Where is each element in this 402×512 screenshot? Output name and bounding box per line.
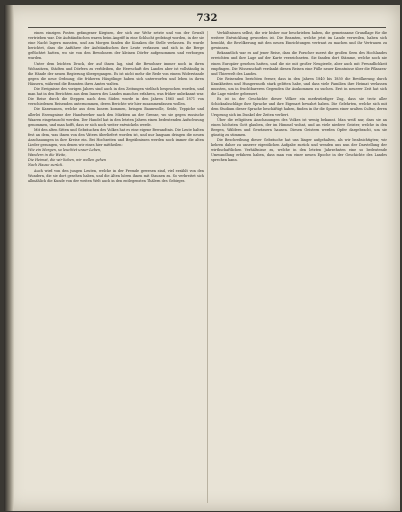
- paragraph: Mit den alten Sitten und Gebräuchen des Volkes hat es eine eigene Bewandtnis. Die Leute halten fest an dem, was ihnen von den Vätern überliefert worden ist, und nur langsam dringen die neuen Anschauungen in ihre Kreise ein. Bei Hochzeiten und Begräbnissen werden noch immer die alten Lieder gesungen, von denen wir eines hier mittheilen:: [28, 127, 204, 148]
- paragraph: Die Karawanen, welche aus dem Innern kommen, bringen Baumwolle, Seide, Teppiche und allerlei Erzeugnisse der Handwerker nach den Märkten an der Grenze, wo sie gegen russische Waaren eingetauscht werden. Der Handel hat in den letzten Jahren einen bedeutenden Aufschwung genommen, und man hofft, dass er sich noch weiter entwickeln werde.: [28, 107, 204, 127]
- verse-line: Die Heimat, die wir lieben, wir wollen gehen: [28, 158, 107, 163]
- verse-line: Wandern in die Weite,: [28, 153, 67, 158]
- paragraph: Es ist in der Geschichte dieser Völker ein merkwürdiger Zug, dass sie trotz aller Schicksalsschläge ihre Sprache und ihre Eigenart bewahrt haben. Die Gelehrten, welche sich mit dem Studium dieser Sprache beschäftigt haben, finden in ihr die Spuren einer uralten Cultur, deren Ursprung sich im Dunkel der Zeiten verliert.: [211, 97, 387, 117]
- paragraph: Die Beschreibung dieser Gebräuche hat uns länger aufgehalten, als wir beabsichtigten; wir kehren daher zu unserer eigentlichen Aufgabe zurück und wenden uns nun der Darstellung der wirthschaftlichen Verhältnisse zu, welche in den letzten Jahrzehnten eine so bedeutende Umwandlung erfahren haben, dass man von einer neuen Epoche in der Geschichte des Landes sprechen kann.: [211, 137, 387, 163]
- paragraph: Unter dem leichten Druck, der auf ihnen lag, sind die Bewohner immer noch in ihren Wohnsitzen, Städten und Dörfern zu verbleiben, die Herrschaft des Landes aber ist vollständig in die Hände der neuen Regierung übergegangen. Es ist nicht mehr die Rede von einem Widerstande gegen die neue Ordnung; die früheren Häuptlinge haben sich unterworfen und leben in ihren Häusern, während die Beamten ihres Amtes walten.: [28, 61, 204, 86]
- page-number: 732: [196, 13, 218, 24]
- verse-line: Wie ein Morgen, so leuchtet unser Leben,: [28, 148, 102, 153]
- book-gutter: [4, 5, 14, 511]
- right-text-column: [211, 31, 387, 503]
- paragraph: Die Ereignisse des vorigen Jahres sind auch in den Zeitungen vielfach besprochen worden, und man hat in den Berichten aus dem Innern des Landes manches erfahren, was früher unbekannt war. Die Reise durch die Steppen nach dem Süden wurde in den Jahren 1865 und 1871 von verschiedenen Reisenden unternommen, deren Berichte wir hier zusammenfassen wollen.: [28, 87, 204, 107]
- column-divider: [207, 31, 208, 503]
- left-text-column: [28, 31, 204, 503]
- paragraph: Über die religiösen Anschauungen des Volkes ist wenig bekannt. Man weiß nur, dass sie an einen höchsten Gott glauben, der im Himmel wohnt, und an viele niedere Geister, welche in den Bergen, Wäldern und Gewässern hausen. Diesen Geistern werden Opfer dargebracht, um sie günstig zu stimmen.: [211, 117, 387, 137]
- paragraph: Bekanntlich war es auf jener Reise, dass die Forscher zuerst die großen Seen des Hochlandes erreichten und ihre Lage auf der Karte verzeichneten. Sie fanden dort Stämme, welche noch nie einen Europäer gesehen hatten, und die sie mit großer Neugierde, aber auch mit Freundlichkeit empfingen. Die Wissenschaft verdankt diesen Reisen eine Fülle neuer Kenntnisse über die Pflanzen- und Thierwelt des Landes.: [211, 51, 387, 76]
- paragraph: Die Reisenden berichten ferner, dass in den Jahren 1840 bis 1850 die Bevölkerung durch Krankheiten und Hungersnoth stark gelitten habe, und dass viele Familien ihre Heimat verlassen mussten, um in fruchtbareren Gegenden ihr Auskommen zu suchen. Erst in neuerer Zeit hat sich die Lage wieder gebessert.: [211, 76, 387, 97]
- paragraph: Auch wird von den jungen Leuten, welche in der Fremde gewesen sind, viel erzählt von den Wundern, die sie dort gesehen haben, und die Alten hören ihnen mit Staunen zu. So verbreitet sich allmählich die Kunde von der weiten Welt auch in den entlegensten Thälern des Gebirges.: [28, 168, 204, 183]
- book-page: [4, 5, 400, 511]
- paragraph: Verhältnissen selbst, die wir bisher nur beschrieben haben, die gemeinsame Grundlage für die weitere Entwicklung geworden ist. Die Beamten, welche jetzt im Lande verweilen, haben sich bemüht, die Bevölkerung mit den neuen Einrichtungen vertraut zu machen und ihr Vertrauen zu gewinnen.: [211, 31, 387, 51]
- paragraph: einen einzigen Posten gefangener Kirgisen, der sich zur Wehr setzte und von der Gewalt vertrieben war. Die Aufständischen waren beim Angriff in eine Schlucht gedrängt worden, in der sie eine Nacht lagern mussten, und am Morgen fanden die Kosaken die Stelle verlassen. Es wurde berichtet, dass die Anführer der Aufständischen ihre Leute verlassen und sich in die Berge geflüchtet hatten, wo sie von den Bewohnern der kleinen Dörfer aufgenommen und verborgen wurden.: [28, 31, 204, 61]
- verse-line: Nach Hause zurück.: [28, 163, 64, 168]
- page-header: [28, 13, 386, 28]
